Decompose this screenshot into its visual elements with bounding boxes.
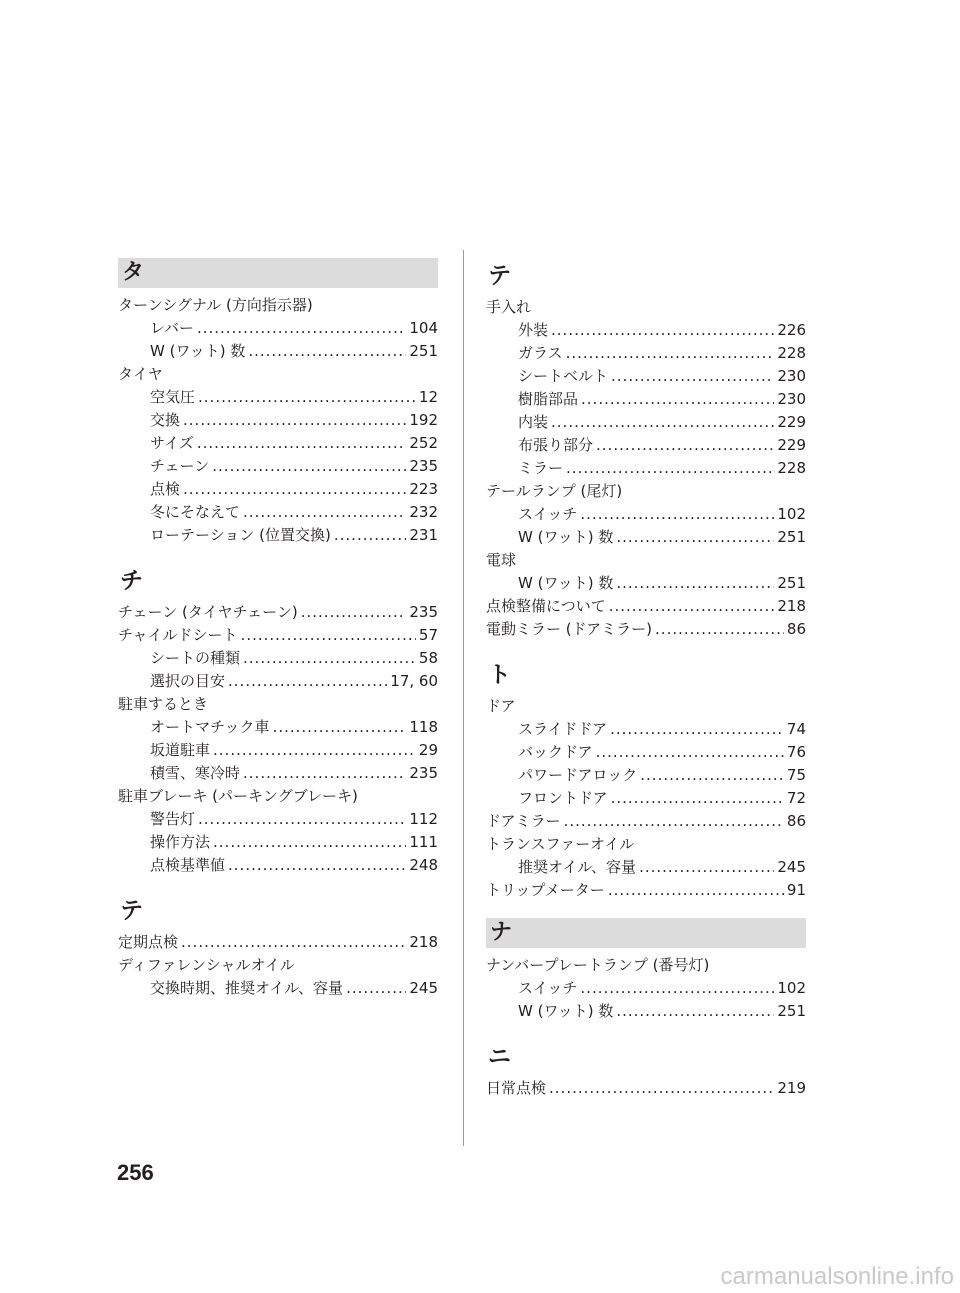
page-reference[interactable]: 75 — [786, 766, 806, 784]
page-number: 256 — [117, 1160, 154, 1185]
page-reference[interactable]: 252 — [409, 434, 438, 452]
page-reference[interactable]: 12 — [418, 388, 438, 406]
dot-leader — [549, 1077, 774, 1100]
index-entry — [118, 954, 438, 977]
dot-leader — [616, 572, 774, 595]
entry-label: W (ワット) 数 — [518, 574, 614, 592]
dot-leader — [346, 977, 406, 1000]
page-reference[interactable]: 112 — [409, 810, 438, 828]
dot-leader — [655, 618, 784, 641]
page-reference[interactable]: 245 — [777, 858, 806, 876]
dot-leader — [213, 831, 406, 854]
index-subentry[interactable] — [118, 432, 438, 455]
page-reference[interactable]: 230 — [777, 367, 806, 385]
index-entry — [118, 363, 438, 386]
index-subentry[interactable] — [486, 503, 806, 526]
entry-label: 操作方法 — [150, 833, 211, 851]
entry-label: 電球 — [486, 551, 517, 569]
dot-leader — [566, 457, 774, 480]
entry-label: バックドア — [518, 743, 593, 761]
page-reference[interactable]: 251 — [777, 574, 806, 592]
entry-label: 電動ミラー (ドアミラー) — [486, 620, 653, 638]
dot-leader — [616, 526, 774, 549]
entry-label: W (ワット) 数 — [518, 1002, 614, 1020]
page-reference[interactable]: 57 — [418, 626, 438, 644]
entry-label: チェーン (タイヤチェーン) — [118, 603, 298, 621]
entry-label: 積雪、寒冷時 — [150, 764, 241, 782]
dot-leader — [273, 716, 407, 739]
index-entry — [486, 296, 806, 319]
entry-label: 選択の目安 — [150, 672, 226, 690]
dot-leader — [580, 977, 774, 1000]
index-subentry[interactable] — [118, 501, 438, 524]
dot-leader — [248, 340, 406, 363]
entry-label: 手入れ — [486, 298, 532, 316]
index-section — [486, 1039, 806, 1100]
page-reference[interactable]: 231 — [409, 526, 438, 544]
entry-label: タイヤ — [118, 365, 163, 383]
index-subentry[interactable] — [118, 739, 438, 762]
page-reference[interactable]: 111 — [409, 833, 438, 851]
index-subentry[interactable] — [118, 647, 438, 670]
index-entry[interactable] — [486, 810, 806, 833]
dot-leader — [609, 595, 775, 618]
dot-leader — [301, 601, 407, 624]
page-reference[interactable]: 235 — [409, 764, 438, 782]
section-gap — [486, 641, 806, 657]
entry-label: チェーン — [150, 457, 210, 475]
index-column-left — [118, 258, 438, 1000]
index-subentry[interactable] — [118, 455, 438, 478]
entry-label: 点検基準値 — [150, 856, 226, 874]
page-reference[interactable]: 104 — [409, 319, 438, 337]
page-reference[interactable]: 251 — [777, 1002, 806, 1020]
page-reference[interactable]: 229 — [777, 413, 806, 431]
index-subentry[interactable] — [118, 524, 438, 547]
page-reference[interactable]: 229 — [777, 436, 806, 454]
page-reference[interactable]: 235 — [409, 603, 438, 621]
index-entry — [118, 294, 438, 317]
dot-leader — [197, 317, 406, 340]
index-entry[interactable] — [118, 624, 438, 647]
index-entry — [118, 785, 438, 808]
index-subentry[interactable] — [486, 526, 806, 549]
index-section — [486, 258, 806, 641]
page-reference[interactable]: 218 — [777, 597, 806, 615]
entry-label: スライドドア — [518, 720, 608, 738]
index-subentry[interactable] — [486, 856, 806, 879]
dot-leader — [611, 787, 784, 810]
dot-leader — [243, 647, 416, 670]
page-reference[interactable]: 245 — [409, 979, 438, 997]
index-subentry[interactable] — [486, 1000, 806, 1023]
page-reference[interactable]: 192 — [409, 411, 438, 429]
page-reference[interactable]: 218 — [409, 933, 438, 951]
page-reference[interactable]: 228 — [777, 459, 806, 477]
index-entry[interactable] — [486, 618, 806, 641]
dot-leader — [197, 432, 407, 455]
entry-label: 交換 — [150, 411, 181, 429]
section-heading: ニ — [488, 1044, 511, 1070]
index-entry[interactable] — [118, 601, 438, 624]
index-subentry[interactable] — [118, 317, 438, 340]
entry-label: 点検整備について — [486, 597, 606, 615]
section-heading: チ — [120, 568, 143, 594]
index-subentry[interactable] — [118, 808, 438, 831]
page-reference[interactable]: 248 — [409, 856, 438, 874]
dot-leader — [596, 434, 774, 457]
index-subentry[interactable] — [486, 977, 806, 1000]
index-entry — [486, 833, 806, 856]
entry-label: 駐車するとき — [118, 695, 209, 713]
page-reference[interactable]: 232 — [409, 503, 438, 521]
dot-leader — [228, 670, 387, 693]
entry-label: 外装 — [518, 321, 549, 339]
index-section — [118, 563, 438, 877]
section-gap — [118, 547, 438, 563]
page-reference[interactable]: 76 — [786, 743, 806, 761]
index-subentry[interactable] — [486, 388, 806, 411]
index-entry — [486, 549, 806, 572]
dot-leader — [608, 879, 784, 902]
index-subentry[interactable] — [118, 716, 438, 739]
page-reference[interactable]: 72 — [786, 789, 806, 807]
index-entry — [486, 480, 806, 503]
entry-label: レバー — [150, 319, 194, 337]
dot-leader — [198, 386, 416, 409]
section-heading: テ — [120, 898, 143, 924]
entry-label: ターンシグナル (方向指示器) — [118, 296, 313, 314]
index-subentry[interactable] — [486, 718, 806, 741]
index-subentry[interactable] — [118, 831, 438, 854]
watermark[interactable]: carmanualsonline.info — [720, 1263, 954, 1290]
section-heading: ト — [488, 662, 511, 688]
dot-leader — [198, 808, 406, 831]
section-heading: ナ — [486, 918, 806, 948]
index-subentry[interactable] — [118, 977, 438, 1000]
page-reference[interactable]: 226 — [777, 321, 806, 339]
index-subentry[interactable] — [486, 764, 806, 787]
dot-leader — [334, 524, 406, 547]
entry-label: 冬にそなえて — [150, 503, 241, 521]
entry-label: 交換時期、推奨オイル、容量 — [150, 979, 344, 997]
dot-leader — [241, 624, 416, 647]
index-section — [118, 893, 438, 1000]
page-reference[interactable]: 86 — [786, 620, 806, 638]
dot-leader — [581, 388, 774, 411]
page-reference[interactable]: 58 — [418, 649, 438, 667]
dot-leader — [181, 931, 406, 954]
dot-leader — [183, 409, 406, 432]
entry-label: 空気圧 — [150, 388, 196, 406]
entry-label: チャイルドシート — [118, 626, 238, 644]
dot-leader — [551, 319, 774, 342]
index-column-right — [486, 258, 806, 1100]
entry-label: 布張り部分 — [518, 436, 594, 454]
index-subentry[interactable] — [118, 762, 438, 785]
index-subentry[interactable] — [486, 342, 806, 365]
entry-label: ローテーション (位置交換) — [150, 526, 331, 544]
entry-label: トランスファーオイル — [486, 835, 635, 853]
index-section — [118, 258, 438, 547]
entry-label: W (ワット) 数 — [150, 342, 246, 360]
dot-leader — [610, 718, 784, 741]
page-reference[interactable]: 223 — [409, 480, 438, 498]
page-reference[interactable]: 91 — [786, 881, 806, 899]
entry-label: パワードアロック — [518, 766, 638, 784]
index-subentry[interactable] — [486, 365, 806, 388]
entry-label: W (ワット) 数 — [518, 528, 614, 546]
entry-label: 樹脂部品 — [518, 390, 579, 408]
section-gap — [486, 1023, 806, 1039]
dot-leader — [566, 342, 775, 365]
index-subentry[interactable] — [118, 670, 438, 693]
entry-label: 警告灯 — [150, 810, 196, 828]
index-subentry[interactable] — [118, 386, 438, 409]
page-reference[interactable]: 235 — [409, 457, 438, 475]
index-entry[interactable] — [118, 931, 438, 954]
index-subentry[interactable] — [118, 409, 438, 432]
page-reference[interactable]: 102 — [777, 979, 806, 997]
entry-label: シートの種類 — [150, 649, 241, 667]
dot-leader — [639, 856, 774, 879]
entry-label: ナンバープレートランプ (番号灯) — [486, 956, 710, 974]
index-subentry[interactable] — [118, 340, 438, 363]
index-entry — [118, 693, 438, 716]
entry-label: 推奨オイル、容量 — [518, 858, 637, 876]
dot-leader — [640, 764, 784, 787]
dot-leader — [616, 1000, 774, 1023]
dot-leader — [228, 854, 406, 877]
entry-label: 日常点検 — [486, 1079, 547, 1097]
section-gap — [118, 877, 438, 893]
page-reference[interactable]: 251 — [409, 342, 438, 360]
index-subentry[interactable] — [486, 457, 806, 480]
column-divider — [463, 250, 464, 1146]
entry-label: スイッチ — [518, 979, 578, 997]
entry-label: サイズ — [150, 434, 194, 452]
entry-label: シートベルト — [518, 367, 609, 385]
entry-label: ドアミラー — [486, 812, 561, 830]
page-reference[interactable]: 230 — [777, 390, 806, 408]
entry-label: オートマチック車 — [150, 718, 270, 736]
index-subentry[interactable] — [486, 319, 806, 342]
index-subentry[interactable] — [486, 741, 806, 764]
page-reference[interactable]: 86 — [786, 812, 806, 830]
dot-leader — [183, 478, 406, 501]
index-entry[interactable] — [486, 595, 806, 618]
dot-leader — [243, 762, 406, 785]
index-subentry[interactable] — [118, 478, 438, 501]
dot-leader — [564, 810, 784, 833]
entry-label: トリップメーター — [486, 881, 605, 899]
index-subentry[interactable] — [486, 572, 806, 595]
index-subentry[interactable] — [486, 411, 806, 434]
page-reference[interactable]: 17, 60 — [390, 672, 438, 690]
index-entry[interactable] — [486, 879, 806, 902]
dot-leader — [243, 501, 406, 524]
dot-leader — [212, 455, 406, 478]
entry-label: ミラー — [518, 459, 564, 477]
page-reference[interactable]: 74 — [786, 720, 806, 738]
index-subentry[interactable] — [486, 787, 806, 810]
entry-label: 点検 — [150, 480, 181, 498]
index-subentry[interactable] — [118, 854, 438, 877]
index-subentry[interactable] — [486, 434, 806, 457]
entry-label: 定期点検 — [118, 933, 179, 951]
entry-label: ディファレンシャルオイル — [118, 956, 295, 974]
entry-label: ドア — [486, 697, 516, 715]
page-reference[interactable]: 251 — [777, 528, 806, 546]
page-reference[interactable]: 29 — [418, 741, 438, 759]
section-heading: タ — [118, 258, 438, 288]
section-gap — [486, 902, 806, 918]
page-reference[interactable]: 228 — [777, 344, 806, 362]
page-reference[interactable]: 102 — [777, 505, 806, 523]
dot-leader — [611, 365, 774, 388]
page-reference[interactable]: 219 — [777, 1079, 806, 1097]
entry-label: 内装 — [518, 413, 549, 431]
entry-label: スイッチ — [518, 505, 578, 523]
entry-label: 駐車ブレーキ (パーキングブレーキ) — [118, 787, 358, 805]
entry-label: フロントドア — [518, 789, 608, 807]
index-entry — [486, 695, 806, 718]
dot-leader — [551, 411, 774, 434]
dot-leader — [580, 503, 774, 526]
index-entry — [486, 954, 806, 977]
index-entry[interactable] — [486, 1077, 806, 1100]
index-section — [486, 657, 806, 902]
entry-label: ガラス — [518, 344, 563, 362]
entry-label: テールランプ (尾灯) — [486, 482, 623, 500]
dot-leader — [596, 741, 784, 764]
index-section — [486, 918, 806, 1023]
section-heading: テ — [488, 263, 511, 289]
dot-leader — [213, 739, 416, 762]
entry-label: 坂道駐車 — [150, 741, 211, 759]
page-reference[interactable]: 118 — [409, 718, 438, 736]
